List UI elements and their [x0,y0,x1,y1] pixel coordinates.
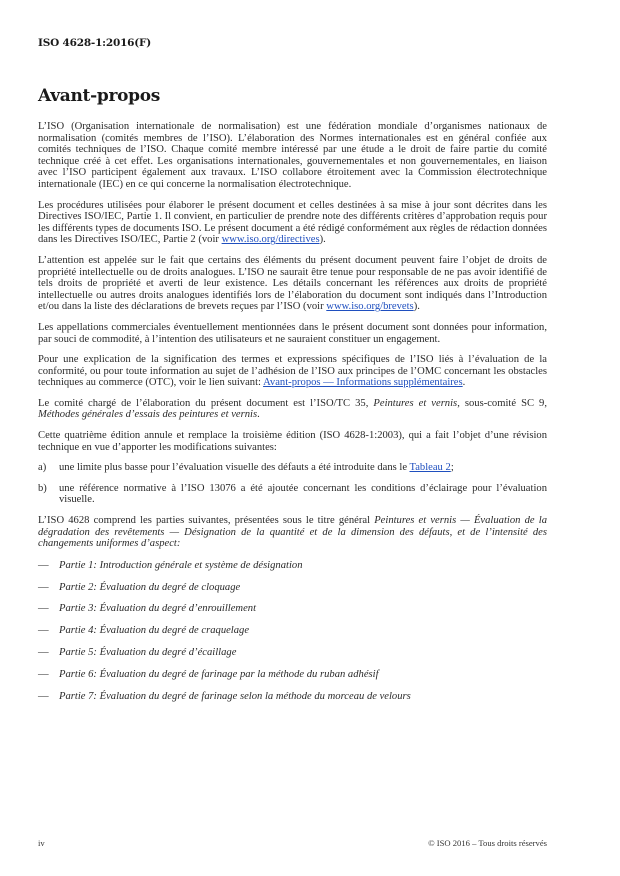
text: ). [319,234,326,246]
part-item [38,647,547,659]
dash-bullet: — [38,581,49,593]
link-brevets[interactable]: www.iso.org/brevets [326,301,414,313]
link-supplementary-info[interactable]: Avant-propos — Informations supplémentaires [263,377,463,389]
part-text: Partie 6: Évaluation du degré de farinage par la méthode du ruban adhésif [59,668,379,680]
text: une limite plus basse pour l’évaluation visuelle des défauts a été introduite dans le [59,462,410,474]
section-title: Avant-propos [38,86,161,106]
change-label: a) [38,462,47,474]
part-text: Partie 7: Évaluation du degré de farinage selon la méthode du morceau de velours [59,690,411,702]
document-id: ISO 4628-1:2016(F) [38,37,152,49]
link-directives[interactable]: www.iso.org/directives [221,234,320,246]
paragraph-edition: Cette quatrième édition annule et remplace la troisième édition (ISO 4628-1:2003), qui a fait l’objet d’une révision technique en vue d’apporter les modifications suivantes: [38,430,547,453]
copyright-notice: © ISO 2016 – Tous droits réservés [428,838,547,848]
paragraph-iso-intro: L’ISO (Organisation internationale de normalisation) est une fédération mondiale d’organismes nationaux de normalisation (comités membres de l’ISO). L’élaboration des Normes internationales est en général confiée aux comités techniques de l’ISO. Chaque comité membre intéressé par une étude a le droit de faire partie du comité technique créé à cet effet. Les organisations internationales, gouvernementales et non gouvernementales, en liaison avec l’ISO participent également aux travaux. L’ISO collabore étroitement avec la Commission électrotechnique internationale (IEC) en ce qui concerne la normalisation électrotechnique. [38,121,547,190]
dash-bullet: — [38,646,49,658]
dash-bullet: — [38,690,49,702]
document-body [38,121,547,712]
text: L’attention est appelée sur le fait que certains des éléments du présent document peuvent faire l’objet de droits de propriété intellectuelle ou de droits analogues. L’ISO ne saurait être tenue pour responsable de ne pas avoir identifié de tels droits de propriété et averti de leur existence. Les détails concernant les références aux droits de propriété intellectuelle ou autres droits analogues identifiés lors de l’élaboration du document sont indiqués dans l’Introduction et/ou dans la liste des déclarations de brevets reçues par l’ISO (voir [38,254,547,313]
part-item [38,625,547,637]
text: ). [413,301,420,313]
change-text: une référence normative à l’ISO 13076 a été ajoutée concernant les conditions d’éclairage pour l’évaluation visuelle. [59,482,547,506]
paragraph-procedures [38,200,547,246]
text: , sous-comité SC 9, [457,397,547,409]
part-item [38,669,547,681]
part-text: Partie 3: Évaluation du degré d’enrouillement [59,603,257,615]
text: Le comité chargé de l’élaboration du présent document est l’ISO/TC 35, [38,397,374,409]
paragraph-parts-intro [38,515,547,550]
link-tableau-2[interactable]: Tableau 2 [409,462,451,474]
part-text: Partie 2: Évaluation du degré de cloquage [59,581,241,593]
paragraph-trade-names: Les appellations commerciales éventuellement mentionnées dans le présent document sont données pour information, par souci de commodité, à l’intention des utilisateurs et ne sauraient constituer un engagement. [38,321,547,345]
page-number: iv [38,838,45,848]
text: Pour une explication de la signification des termes et expressions spécifiques de l’ISO liés à l’évaluation de la conformité, ou pour toute information au sujet de l’adhésion de l’ISO aux principes de l’OMC concernant les obstacles techniques au commerce (OTC), voir le lien suivant: [38,354,547,389]
change-label: b) [38,482,47,494]
dash-bullet: — [38,559,49,571]
dash-bullet: — [38,603,49,615]
part-text: Partie 5: Évaluation du degré d’écaillage [59,646,237,658]
part-item [38,560,547,572]
paragraph-committee [38,398,547,421]
dash-bullet: — [38,668,49,680]
subcommittee-title: Méthodes générales d’essais des peintures et vernis [38,409,258,421]
change-text [59,462,547,474]
paragraph-patents [38,255,547,313]
text: ; [450,462,454,474]
text: Les procédures utilisées pour élaborer le présent document et celles destinées à sa mise à jour sont décrites dans les Directives ISO/IEC, Partie 1. Il convient, en particulier de prendre note des différents critères d’approbation requis pour les différents types de documents ISO. Le présent document a été rédigé conformément aux règles de rédaction données dans les Directives ISO/IEC, Partie 2 (voir [38,199,547,246]
part-item [38,603,547,615]
paragraph-conformity [38,354,547,389]
text: . [462,377,466,389]
part-text: Partie 4: Évaluation du degré de craquelage [59,625,250,637]
dash-bullet: — [38,625,49,637]
change-item [38,462,547,474]
general-title: Peintures et vernis — Évaluation de la dégradation des revêtements — Désignation de la quantité et de la dimension des défauts, et de l’intensité des changements uniformes d’aspect: [38,515,547,550]
committee-title: Peintures et vernis [373,397,458,409]
change-item [38,483,547,506]
part-item [38,691,547,703]
text: L’ISO 4628 comprend les parties suivantes, présentées sous le titre général [38,515,375,527]
text: . [257,409,260,421]
part-text: Partie 1: Introduction générale et système de désignation [59,559,303,571]
part-item [38,582,547,594]
